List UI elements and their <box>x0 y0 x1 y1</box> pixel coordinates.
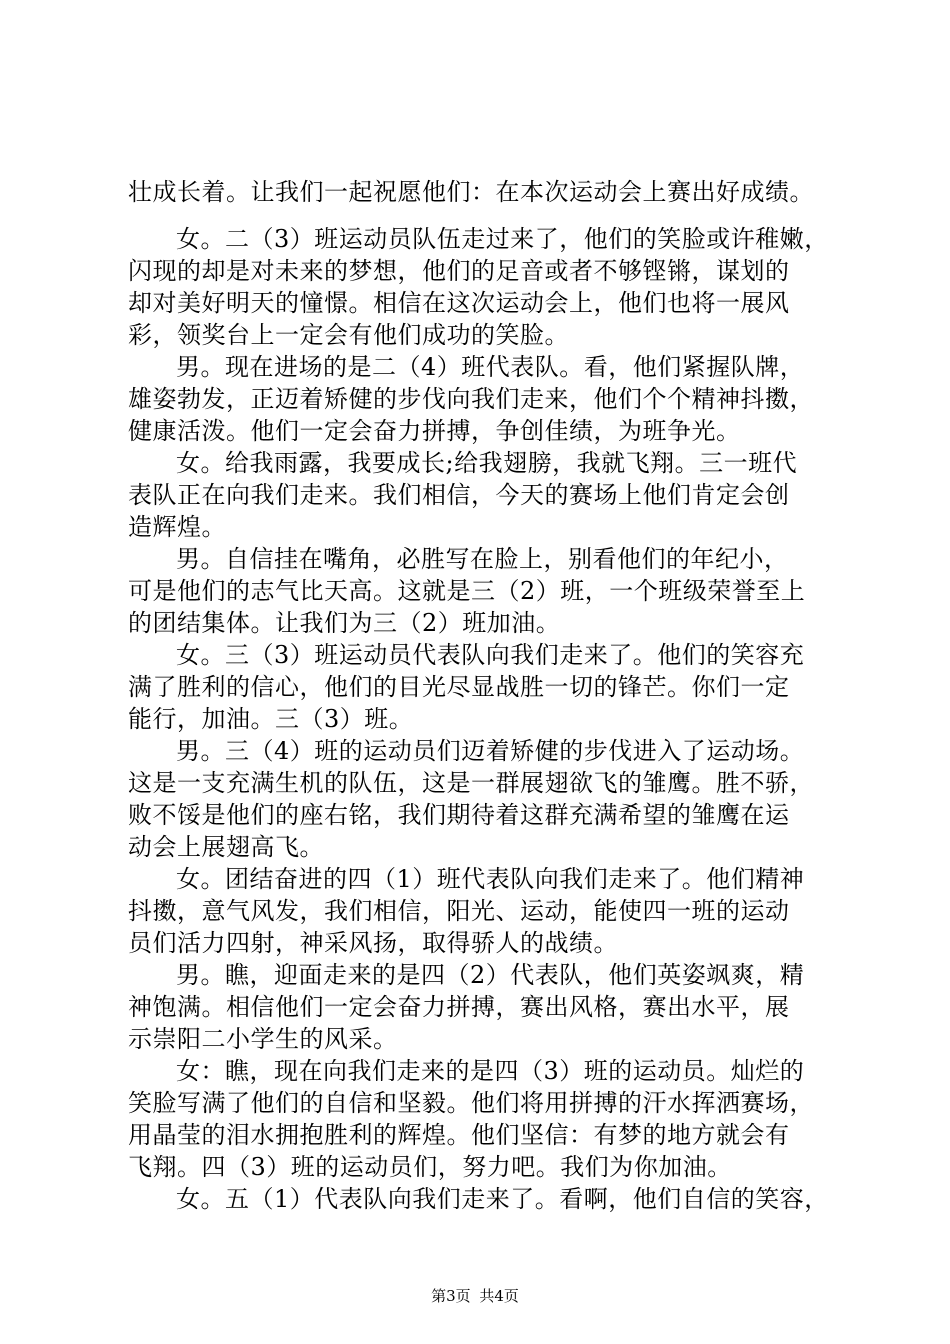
paragraph <box>128 223 838 351</box>
text-line: 的团结集体。让我们为三（2）班加油。 <box>128 609 561 637</box>
page-footer <box>0 1286 950 1306</box>
paragraph <box>128 176 838 208</box>
paragraph <box>128 447 838 543</box>
text-line: 女。二（3）班运动员队伍走过来了，他们的笑脸或许稚嫩， <box>176 225 829 253</box>
text-line: 员们活力四射，神采风扬，取得骄人的战绩。 <box>128 929 618 957</box>
text-line: 飞翔。四（3）班的运动员们，努力吧。我们为你加油。 <box>128 1153 732 1181</box>
text-line: 男。三（4）班的运动员们迈着矫健的步伐进入了运动场。 <box>176 737 805 765</box>
text-line: 彩，领奖台上一定会有他们成功的笑脸。 <box>128 321 569 349</box>
text-line: 健康活泼。他们一定会奋力拼搏，争创佳绩，为班争光。 <box>128 417 741 445</box>
text-line: 抖擞，意气风发，我们相信，阳光、运动，能使四一班的运动 <box>128 897 790 925</box>
text-line: 女。五（1）代表队向我们走来了。看啊，他们自信的笑容， <box>176 1185 829 1213</box>
paragraph <box>128 1183 838 1215</box>
text-line: 动会上展翅高飞。 <box>128 833 324 861</box>
paragraph <box>128 639 838 735</box>
document-body <box>128 176 838 1215</box>
page-number: 第3页 <box>431 1287 471 1305</box>
text-line: 女：瞧，现在向我们走来的是四（3）班的运动员。灿烂的 <box>176 1057 805 1085</box>
paragraph-gap <box>128 208 838 223</box>
text-line: 男。瞧，迎面走来的是四（2）代表队，他们英姿飒爽，精 <box>176 961 805 989</box>
text-line: 笑脸写满了他们的自信和坚毅。他们将用拼搏的汗水挥洒赛场， <box>128 1089 814 1117</box>
text-line: 雄姿勃发，正迈着矫健的步伐向我们走来，他们个个精神抖擞， <box>128 385 814 413</box>
text-line: 用晶莹的泪水拥抱胜利的辉煌。他们坚信：有梦的地方就会有 <box>128 1121 790 1149</box>
paragraph <box>128 959 838 1055</box>
text-line: 男。自信挂在嘴角，必胜写在脸上，别看他们的年纪小， <box>176 545 789 573</box>
text-line: 却对美好明天的憧憬。相信在这次运动会上，他们也将一展风 <box>128 289 790 317</box>
text-line: 男。现在进场的是二（4）班代表队。看，他们紧握队牌， <box>176 353 805 381</box>
text-line: 神饱满。相信他们一定会奋力拼搏，赛出风格，赛出水平，展 <box>128 993 790 1021</box>
text-line: 满了胜利的信心，他们的目光尽显战胜一切的锋芒。你们一定 <box>128 673 790 701</box>
paragraph <box>128 543 838 639</box>
paragraph <box>128 863 838 959</box>
paragraph <box>128 351 838 447</box>
paragraph <box>128 735 838 863</box>
text-line: 可是他们的志气比天高。这就是三（2）班，一个班级荣誉至上 <box>128 577 806 605</box>
paragraph <box>128 1055 838 1183</box>
text-line: 壮成长着。让我们一起祝愿他们：在本次运动会上赛出好成绩。 <box>128 178 814 206</box>
text-line: 表队正在向我们走来。我们相信，今天的赛场上他们肯定会创 <box>128 481 790 509</box>
text-line: 这是一支充满生机的队伍，这是一群展翅欲飞的雏鹰。胜不骄， <box>128 769 814 797</box>
text-line: 女。三（3）班运动员代表队向我们走来了。他们的笑容充 <box>176 641 805 669</box>
text-line: 造辉煌。 <box>128 513 226 541</box>
text-line: 示崇阳二小学生的风采。 <box>128 1025 398 1053</box>
text-line: 败不馁是他们的座右铭，我们期待着这群充满希望的雏鹰在运 <box>128 801 790 829</box>
text-line: 女。团结奋进的四（1）班代表队向我们走来了。他们精神 <box>176 865 805 893</box>
text-line: 闪现的却是对未来的梦想，他们的足音或者不够铿锵，谋划的 <box>128 257 790 285</box>
text-line: 女。给我雨露，我要成长;给我翅膀，我就飞翔。三一班代 <box>176 449 798 477</box>
text-line: 能行，加油。三（3）班。 <box>128 705 414 733</box>
page-total: 共4页 <box>479 1287 519 1305</box>
